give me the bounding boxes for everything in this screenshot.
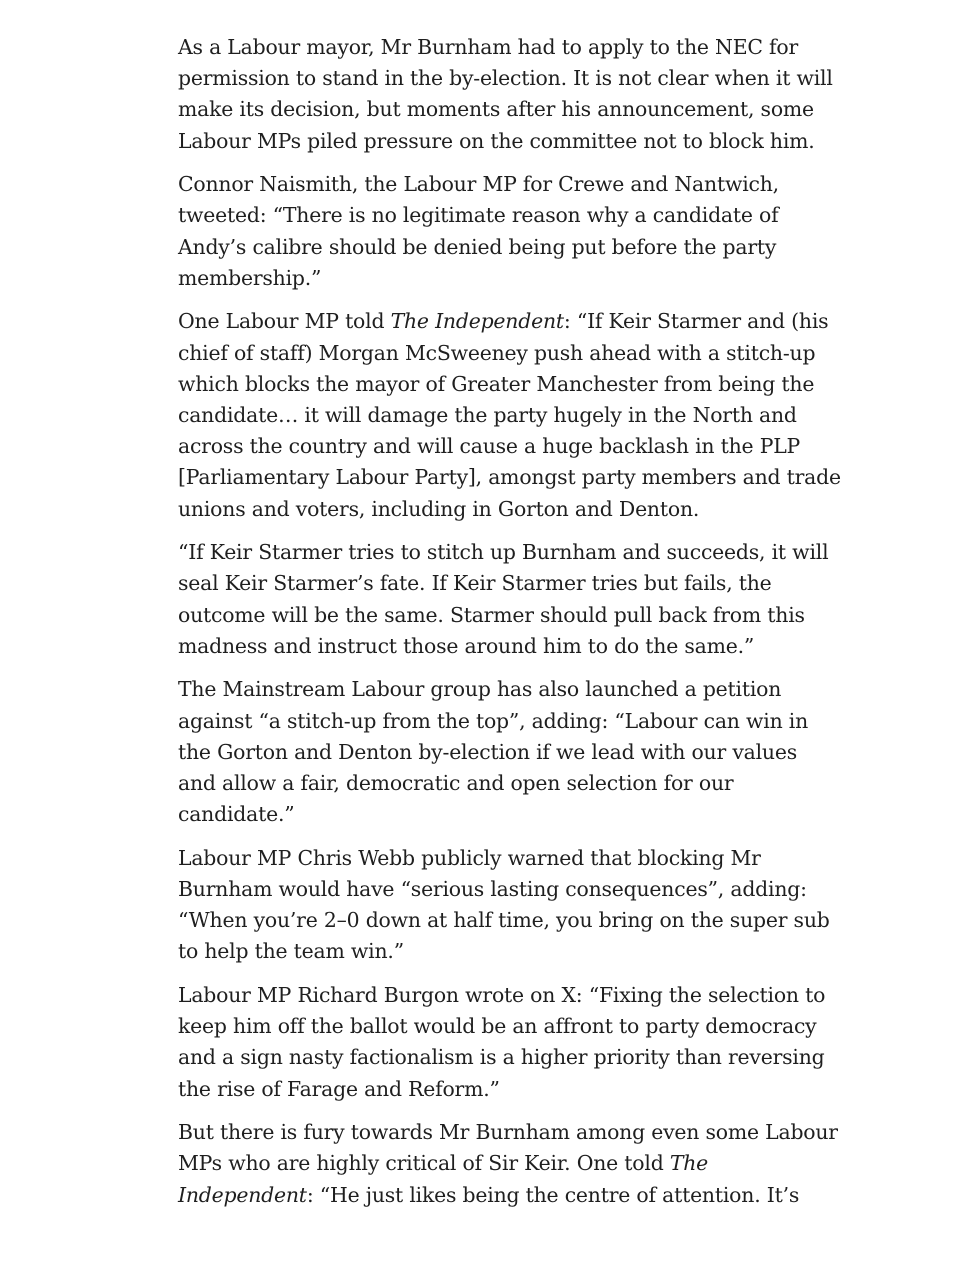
text-line: and a sign nasty factionalism is a higher priority than reversing <box>178 1045 825 1070</box>
text-line <box>178 1180 800 1211</box>
text-run: : “If Keir Starmer and (his <box>563 309 829 334</box>
publication-name: The <box>669 1151 709 1176</box>
paragraph <box>178 169 784 294</box>
paragraph <box>178 843 830 968</box>
text-line: to help the team win.” <box>178 939 404 964</box>
text-line: make its decision, but moments after his announcement, some <box>178 97 814 122</box>
text-line: “If Keir Starmer tries to stitch up Burnham and succeeds, it will <box>178 540 829 565</box>
text-line: across the country and will cause a huge backlash in the PLP <box>178 434 801 459</box>
text-line: permission to stand in the by-election. It is not clear when it will <box>178 66 833 91</box>
text-line: “When you’re 2–0 down at half time, you bring on the super sub <box>178 908 830 933</box>
text-line: madness and instruct those around him to do the same.” <box>178 633 755 658</box>
text-line: The Mainstream Labour group has also launched a petition <box>178 677 782 702</box>
paragraph <box>178 980 826 1105</box>
text-line: outcome will be the same. Starmer should pull back from this <box>178 602 805 627</box>
text-line: But there is fury towards Mr Burnham among even some Labour <box>178 1120 838 1145</box>
paragraph <box>178 306 841 524</box>
text-line: Andy’s calibre should be denied being put before the party <box>178 234 777 259</box>
text-line: [Parliamentary Labour Party], amongst party members and trade <box>178 465 841 490</box>
paragraph <box>178 1117 838 1211</box>
text-line: candidate.” <box>178 802 295 827</box>
text-line <box>178 1148 784 1179</box>
text-line: the Gorton and Denton by-election if we lead with our values <box>178 739 797 764</box>
text-line: against “a stitch-up from the top”, adding: “Labour can win in <box>178 708 809 733</box>
text-line: and allow a fair, democratic and open selection for our <box>178 771 734 796</box>
text-line: tweeted: “There is no legitimate reason why a candidate of <box>178 203 779 228</box>
paragraph <box>178 32 833 157</box>
text-line: candidate… it will damage the party hugely in the North and <box>178 403 797 428</box>
text-line: Connor Naismith, the Labour MP for Crewe and Nantwich, <box>178 172 779 197</box>
publication-name: The Independent <box>390 309 564 334</box>
text-line: chief of staff) Morgan McSweeney push ahead with a stitch-up <box>178 340 816 365</box>
paragraph <box>178 674 809 830</box>
text-run: One Labour MP told <box>178 309 391 334</box>
text-line: keep him off the ballot would be an affront to party democracy <box>178 1014 817 1039</box>
publication-name: Independent <box>178 1182 307 1207</box>
article-body <box>178 32 841 1223</box>
text-run: MPs who are highly critical of Sir Keir. One told <box>178 1151 670 1176</box>
text-run: : “He just likes being the centre of attention. It’s <box>306 1182 800 1207</box>
paragraph <box>178 537 829 662</box>
text-line: which blocks the mayor of Greater Manchester from being the <box>178 371 815 396</box>
text-line: Labour MP Chris Webb publicly warned that blocking Mr <box>178 845 761 870</box>
text-line: the rise of Farage and Reform.” <box>178 1076 500 1101</box>
text-line: seal Keir Starmer’s fate. If Keir Starmer tries but fails, the <box>178 571 772 596</box>
text-line: As a Labour mayor, Mr Burnham had to apply to the NEC for <box>178 35 799 59</box>
text-line: Burnham would have “serious lasting consequences”, adding: <box>178 877 807 902</box>
text-line <box>178 306 829 337</box>
text-line: membership.” <box>178 265 322 290</box>
text-line: Labour MP Richard Burgon wrote on X: “Fixing the selection to <box>178 983 826 1008</box>
text-line: unions and voters, including in Gorton and Denton. <box>178 496 700 521</box>
text-line: Labour MPs piled pressure on the committee not to block him. <box>178 128 815 153</box>
